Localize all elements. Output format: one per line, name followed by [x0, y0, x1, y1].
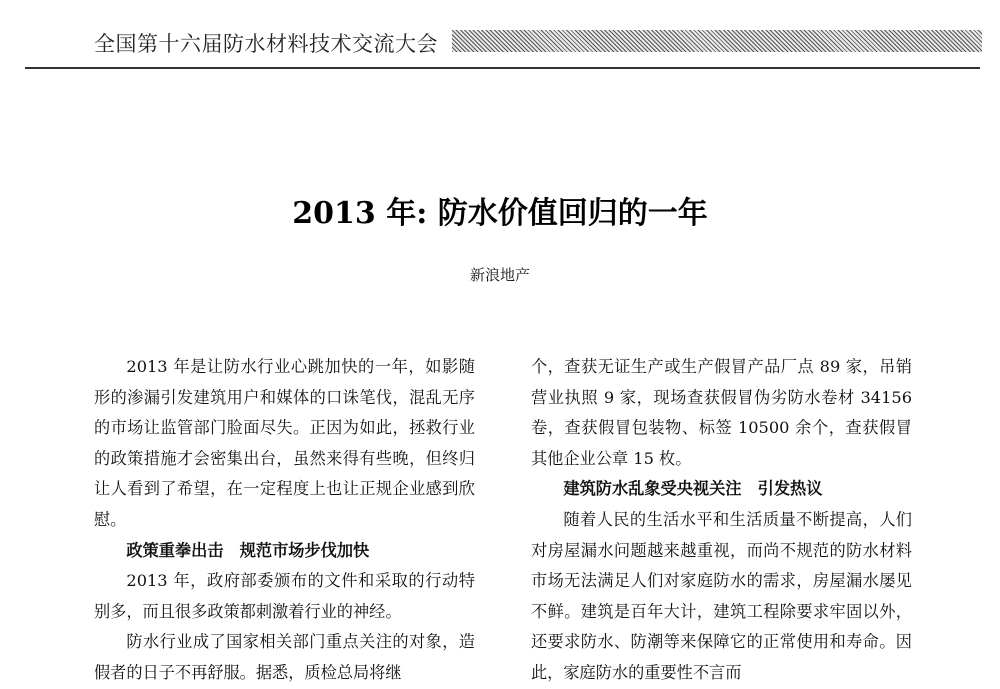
right-column	[531, 352, 912, 689]
paragraph: 2013 年是让防水行业心跳加快的一年，如影随形的渗漏引发建筑用户和媒体的口诛笔伐，混乱无序的市场让监管部门脸面尽失。正因为如此，拯救行业的政策措施才会密集出台，虽然来得有些晚，但终归让人看到了希望，在一定程度上也让正规企业感到欣慰。	[94, 357, 475, 529]
article-title: 2013 年: 防水价值回归的一年	[292, 196, 708, 231]
paragraph: 随着人民的生活水平和生活质量不断提高，人们对房屋漏水问题越来越重视，而尚不规范的防水材料市场无法满足人们对家庭防水的需求，房屋漏水屡见不鲜。建筑是百年大计，建筑工程除要求牢固以外，还要求防水、防潮等来保障它的正常使用和寿命。因此，家庭防水的重要性不言而	[531, 509, 912, 682]
left-column	[94, 352, 475, 689]
header-rule	[25, 67, 980, 69]
header-hatch-band	[452, 30, 982, 52]
paragraph-continued: 个，查获无证生产或生产假冒产品厂点 89 家，吊销营业执照 9 家，现场查获假冒伪劣防水卷材 34156 卷，查获假冒包装物、标签 10500 余个，查获假冒其他企业公章 15 枚。	[531, 357, 912, 468]
section-heading: 建筑防水乱象受央视关注 引发热议	[563, 479, 823, 499]
paragraph: 2013 年，政府部委颁布的文件和采取的行动特别多，而且很多政策都刺激着行业的神经。	[94, 571, 475, 621]
conference-header: 全国第十六届防水材料技术交流大会	[94, 32, 438, 56]
section-heading: 政策重拳出击 规范市场步伐加快	[126, 540, 370, 560]
article-author: 新浪地产	[469, 266, 530, 284]
paragraph: 防水行业成了国家相关部门重点关注的对象，造假者的日子不再舒服。据悉，质检总局将继	[94, 632, 475, 682]
